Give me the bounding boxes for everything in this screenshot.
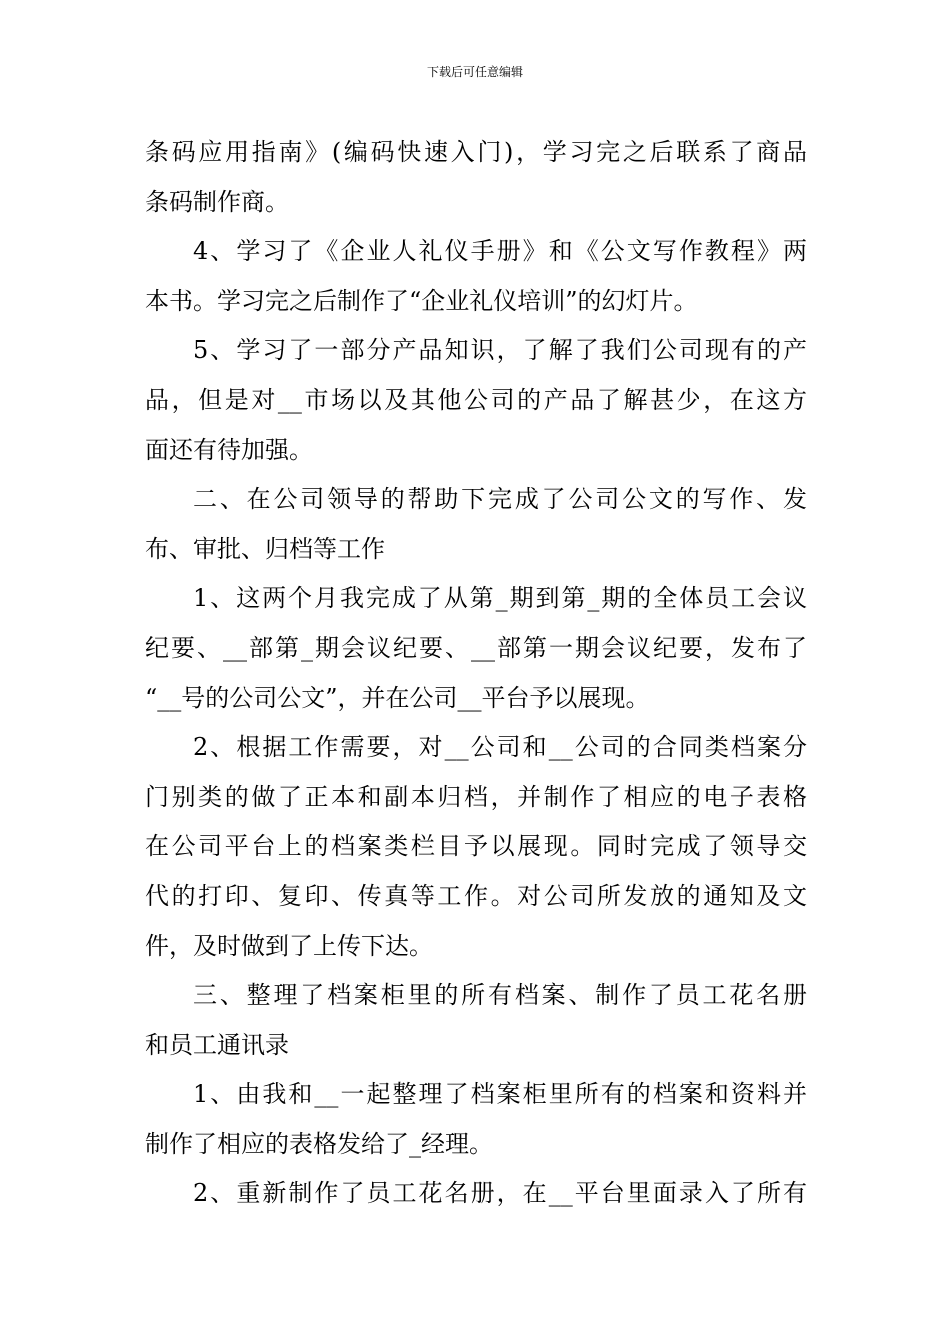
text-line: 件，及时做到了上传下达。 [145, 931, 433, 960]
text-line: 本书。学习完之后制作了“企业礼仪培训”的幻灯片。 [145, 286, 698, 315]
text-line: 条码制作商。 [145, 187, 289, 216]
text-line: 三、整理了档案柜里的所有档案、制作了员工花名册 [193, 981, 807, 1010]
body-text [145, 128, 807, 1219]
text-line: 纪要、__部第_期会议纪要、__部第一期会议纪要，发布了 [145, 633, 807, 662]
page-header: 下载后可任意编辑 [426, 65, 523, 79]
text-line: 1、这两个月我完成了从第_期到第_期的全体员工会议 [193, 584, 807, 613]
text-line: 2、根据工作需要，对__公司和__公司的合同类档案分 [193, 733, 807, 762]
text-line: 制作了相应的表格发给了_经理。 [145, 1129, 493, 1158]
text-line: 二、在公司领导的帮助下完成了公司公文的写作、发 [193, 485, 807, 514]
text-line: 布、审批、归档等工作 [145, 534, 385, 563]
text-line: 2、重新制作了员工花名册，在__平台里面录入了所有 [193, 1179, 807, 1208]
text-line: 条码应用指南》(编码快速入门)，学习完之后联系了商品 [145, 138, 807, 166]
text-line: 门别类的做了正本和副本归档，并制作了相应的电子表格 [145, 782, 807, 811]
text-line: 品，但是对__市场以及其他公司的产品了解甚少，在这方 [145, 385, 807, 414]
text-line: 1、由我和__一起整理了档案柜里所有的档案和资料并 [193, 1080, 807, 1109]
text-line: 4、学习了《企业人礼仪手册》和《公文写作教程》两 [193, 237, 807, 266]
text-line: 代的打印、复印、传真等工作。对公司所发放的通知及文 [145, 881, 807, 910]
text-line: 5、学习了一部分产品知识，了解了我们公司现有的产 [193, 336, 807, 365]
text-line: 和员工通讯录 [145, 1030, 289, 1059]
text-line: 在公司平台上的档案类栏目予以展现。同时完成了领导交 [145, 832, 807, 861]
text-line: 面还有待加强。 [145, 435, 313, 464]
text-line: “__号的公司公文”，并在公司__平台予以展现。 [145, 683, 650, 712]
